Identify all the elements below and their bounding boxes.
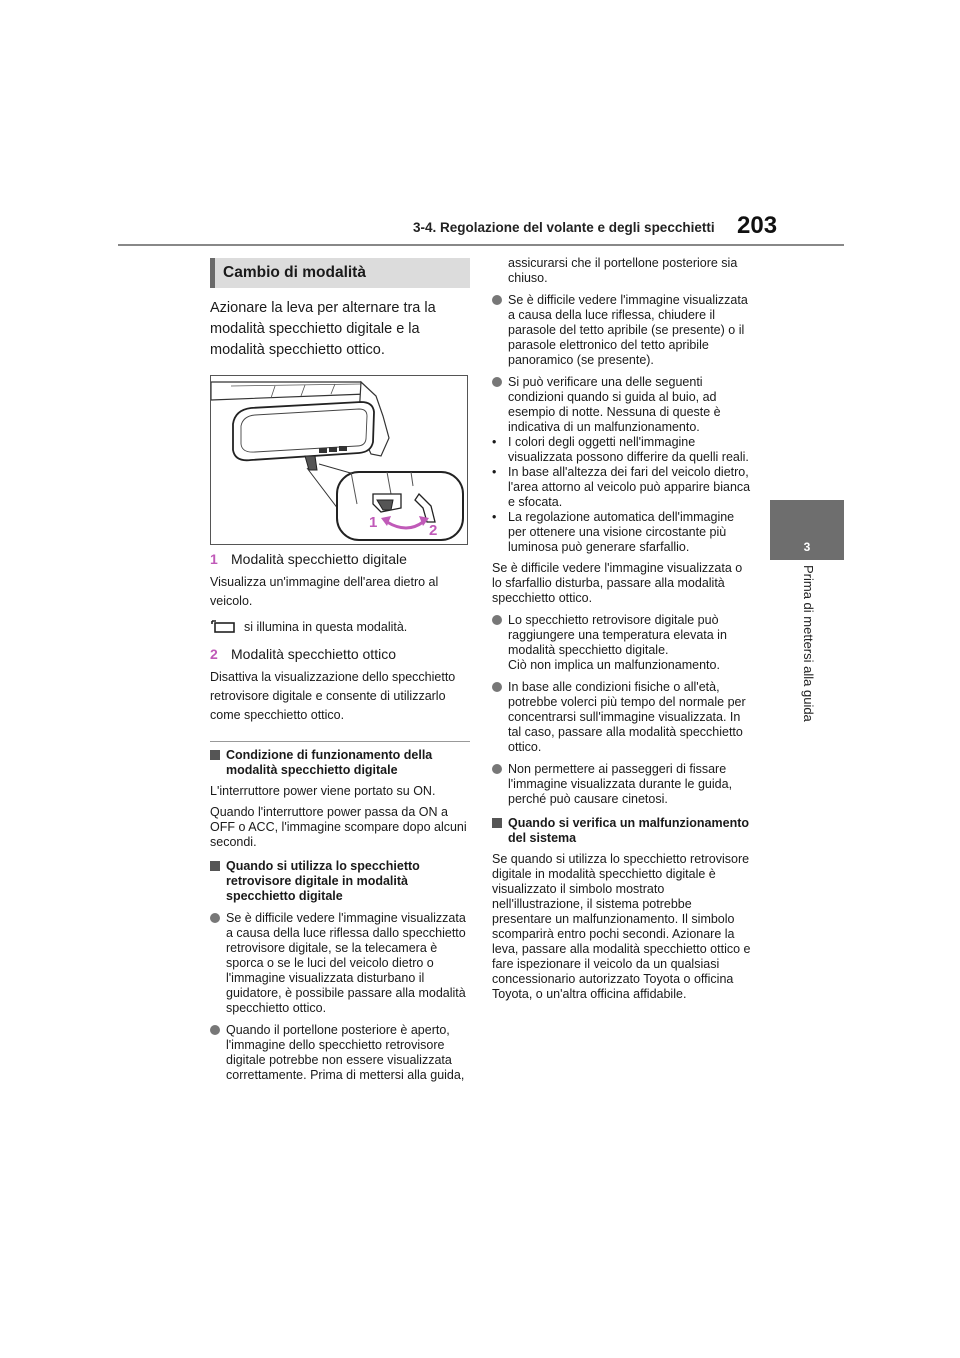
figure-label-2: 2 [429, 522, 438, 539]
divider [210, 741, 470, 742]
subheading-malfunction [492, 816, 754, 846]
bullet-text: Lo specchietto retrovisore digitale può raggiungere una temperatura elevata in modalità specchietto digitale. [508, 613, 727, 657]
list-item [492, 680, 754, 755]
round-bullet-icon [210, 1025, 220, 1035]
round-bullet-icon [492, 295, 502, 305]
condition-paragraph-2: Quando l'interruttore power passa da ON a OFF o ACC, l'immagine scompare dopo alcuni secondi. [210, 805, 467, 849]
dash-text: In base all'altezza dei fari del veicolo dietro, l'area attorno al veicolo può apparire bianca e sfocata. [508, 465, 751, 509]
chapter-number: 3 [803, 540, 811, 554]
dash-item [492, 435, 754, 465]
mode-2-number: 2 [210, 646, 218, 662]
bullet-text: Quando il portellone posteriore è aperto, l'immagine dello specchietto retrovisore digitale potrebbe non essere visualizzata correttamente. Prima di mettersi alla guida, [226, 1023, 465, 1082]
right-column [492, 256, 754, 1002]
bullet-text: In base alle condizioni fisiche o all'età, potrebbe volerci più tempo del normale per concentrarsi sull'immagine visualizzata. In tal caso, passare alla modalità specchietto ottico. [508, 680, 746, 754]
flicker-paragraph: Se è difficile vedere l'immagine visualizzata o lo sfarfallio disturba, passare alla modalità specchietto ottico. [492, 561, 743, 605]
mirror-illustration [210, 375, 468, 545]
dash-item [492, 465, 754, 510]
continued-text: assicurarsi che il portellone posteriore sia chiuso. [508, 256, 738, 285]
dash-item [492, 510, 754, 555]
section-heading [210, 258, 470, 288]
subheading-condition [210, 748, 470, 778]
icon-note-text: si illumina in questa modalità. [244, 620, 408, 634]
dash-bullet-icon: • [492, 465, 497, 479]
round-bullet-icon [492, 764, 502, 774]
mode-2-heading [210, 646, 470, 662]
digital-mirror-icon [210, 620, 236, 634]
subheading-usage [210, 859, 470, 904]
list-item [492, 293, 754, 368]
mode-1-description: Visualizza un'immagine dell'area dietro al veicolo. [210, 575, 439, 608]
dash-text: I colori degli oggetti nell'immagine visualizzata possono differire da quelli reali. [508, 435, 749, 464]
bullet-text: Non permettere ai passeggeri di fissare l'immagine visualizzata durante le guida, perché può causare cinetosi. [508, 762, 733, 806]
bullet-text: Se è difficile vedere l'immagine visualizzata a causa della luce riflessa dallo specchietto retrovisore digitale, se la telecamera è sporca o se le luci del veicolo dietro o l'immagine visualizzata disturbano il guidatore, è possibile passare alla modalità specchietto ottico. [226, 911, 466, 1015]
mirror-drawing [211, 376, 467, 544]
mode-1-icon-note [210, 620, 470, 634]
dash-bullet-icon: • [492, 510, 497, 524]
square-bullet-icon [210, 750, 220, 760]
section-heading-text: Cambio di modalità [223, 264, 366, 281]
subheading-malfunction-text: Quando si verifica un malfunzionamento del sistema [508, 816, 750, 845]
condition-paragraph-1: L'interruttore power viene portato su ON. [210, 784, 436, 798]
list-item [210, 1023, 470, 1083]
mode-2-title: Modalità specchietto ottico [231, 646, 396, 662]
square-bullet-icon [492, 818, 502, 828]
left-column [210, 258, 470, 1083]
mode-1-title: Modalità specchietto digitale [231, 551, 407, 567]
dash-bullet-icon: • [492, 435, 497, 449]
mode-1-heading [210, 551, 470, 567]
dash-text: La regolazione automatica dell'immagine per ottenere una visione circostante più luminosa può generare sfarfallio. [508, 510, 735, 554]
chapter-side-label [802, 565, 816, 735]
chapter-tab [770, 500, 844, 560]
subheading-condition-text: Condizione di funzionamento della modalità specchietto digitale [226, 748, 433, 777]
bullet-text-group [508, 613, 754, 673]
chapter-label-text: Prima di mettersi alla guida [801, 565, 816, 722]
intro-text: Azionare la leva per alternare tra la modalità specchietto digitale e la modalità specchietto ottico. [210, 300, 436, 358]
round-bullet-icon [492, 377, 502, 387]
round-bullet-icon [210, 913, 220, 923]
bullet-text: Se è difficile vedere l'immagine visualizzata a causa della luce riflessa, chiudere il parasole del tetto apribile (se presente) o il parasole elettronico del tetto apribile panoramico (se presente). [508, 293, 748, 367]
bullet-text: Si può verificare una delle seguenti condizioni quando si guida al buio, ad esempio di notte. Nessuna di queste è indicativa di un malfunzionamento. [508, 375, 721, 434]
subheading-usage-text: Quando si utilizza lo specchietto retrovisore digitale in modalità specchietto digitale [226, 859, 420, 903]
malfunction-paragraph: Se quando si utilizza lo specchietto retrovisore digitale in modalità specchietto digitale è visualizzato il simbolo mostrato nell'illustrazione, il sistema potrebbe presentare un malfunzionamento. Il simbolo scomparirà entro pochi secondi. Azionare la leva, passare alla modalità specchietto ottico e fare ispezionare il veicolo da un qualsiasi concessionario autorizzato Toyota o officina Toyota, o un'altra officina affidabile. [492, 852, 751, 1001]
round-bullet-icon [492, 615, 502, 625]
bullet-text-note: Ciò non implica un malfunzionamento. [508, 658, 720, 672]
round-bullet-icon [492, 682, 502, 692]
square-bullet-icon [210, 861, 220, 871]
list-item [492, 762, 754, 807]
list-item [492, 613, 754, 673]
figure-label-1: 1 [369, 514, 378, 531]
list-item [210, 911, 470, 1016]
header-rule [118, 244, 844, 246]
mode-2-description: Disattiva la visualizzazione dello specchietto retrovisore digitale e consente di utilizzarlo come specchietto ottico. [210, 670, 456, 722]
section-header-title: 3-4. Regolazione del volante e degli specchietti [413, 220, 715, 235]
list-item [492, 375, 754, 435]
mode-1-number: 1 [210, 551, 218, 567]
page-number: 203 [737, 212, 778, 239]
